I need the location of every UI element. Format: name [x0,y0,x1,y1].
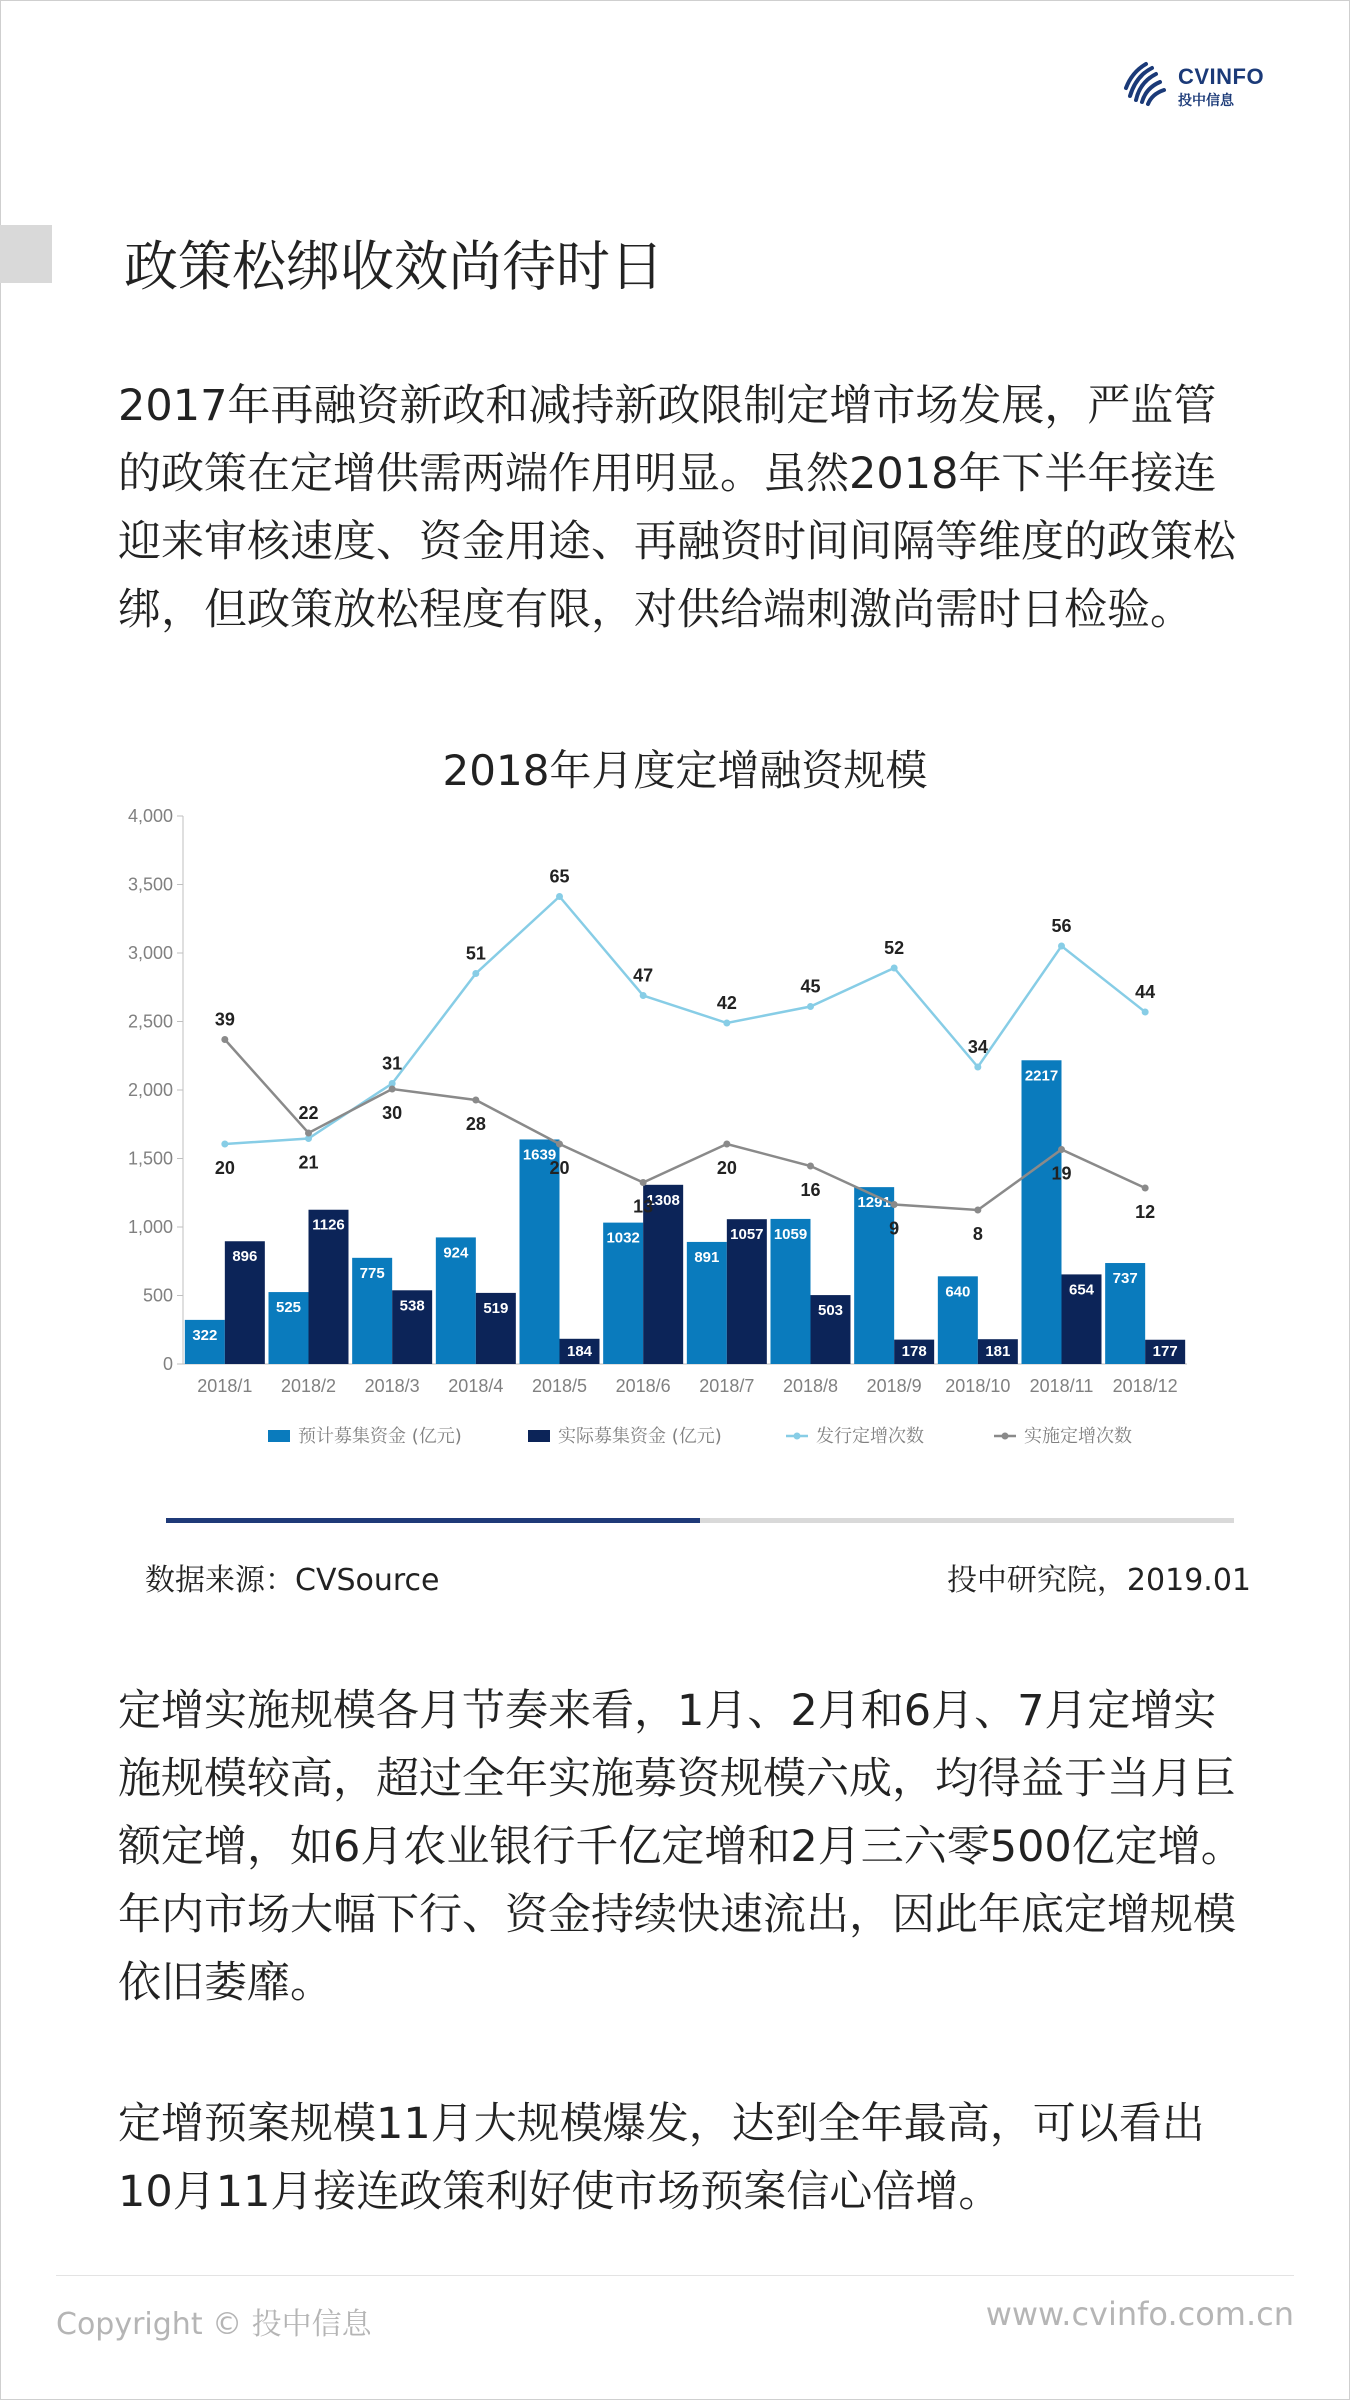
legend-marker [794,1433,801,1440]
x-tick-label: 2018/6 [615,1376,671,1396]
sunburst-icon [1122,58,1172,108]
line-value-label: 65 [549,866,570,887]
bar-value-label: 1032 [606,1229,640,1247]
line-value-label: 44 [1135,982,1156,1002]
y-tick-label: 3,500 [127,874,173,895]
bar-value-label: 896 [232,1248,258,1266]
analysis-paragraph-2: 定增预案规模11月大规模爆发，达到全年最高，可以看出10月11月接连政策利好使市场预案信心倍增。 [118,2099,1205,2217]
bar-value-label: 775 [359,1264,385,1282]
x-tick-label: 2018/7 [699,1376,755,1396]
intro-paragraph: 2017年再融资新政和减持新政限制定增市场发展，严监管的政策在定增供需两端作用明显。虽然2018年下半年接连迎来审核速度、资金用途、再融资时间间隔等维度的政策松绑，但政策放松程度有限，对供给端刺激尚需时日检验。 [118,381,1236,635]
bar-value-label: 640 [945,1283,971,1301]
line-point [891,1201,898,1208]
legend-swatch [268,1430,290,1442]
bar-value-label: 1639 [522,1146,557,1164]
line-value-label: 20 [716,1158,737,1178]
line-point [1142,1009,1149,1016]
bar-value-label: 519 [483,1299,509,1317]
bar-value-label: 1059 [773,1225,808,1243]
bar-value-label: 737 [1112,1270,1138,1288]
line-value-label: 42 [716,993,737,1013]
bar-value-label: 538 [399,1297,425,1315]
y-tick-label: 0 [162,1354,173,1374]
x-tick-label: 2018/9 [866,1376,922,1396]
x-tick-label: 2018/8 [782,1376,839,1396]
series-line-implemented [225,1040,1145,1211]
x-tick-label: 2018/12 [1112,1376,1178,1396]
line-value-label: 28 [465,1114,486,1134]
line-value-label: 19 [1051,1163,1072,1184]
legend-label: 预计募集资金 (亿元) [298,1426,462,1447]
line-value-label: 34 [967,1037,988,1057]
line-point [1142,1185,1149,1192]
line-value-label: 8 [972,1224,983,1244]
bar-planned [854,1187,894,1364]
line-value-label: 9 [889,1218,900,1239]
x-tick-label: 2018/5 [531,1376,588,1396]
line-point [723,1141,730,1148]
line-value-label: 39 [214,1009,235,1030]
line-point [640,1179,647,1186]
line-value-label: 31 [382,1053,403,1074]
bar-value-label: 177 [1152,1343,1178,1360]
website-link[interactable]: www.cvinfo.com.cn [985,2295,1294,2333]
x-tick-label: 2018/4 [448,1376,504,1396]
bar-value-label: 2217 [1024,1067,1059,1085]
bar-value-label: 654 [1068,1281,1095,1299]
bar-value-label: 1057 [730,1226,764,1244]
data-source: 数据来源：CVSource [145,1563,440,1598]
title-marker [0,225,52,283]
line-point [221,1141,228,1148]
page-title: 政策松绑收效尚待时日 [124,235,664,298]
line-point [974,1064,981,1071]
legend-label: 发行定增次数 [816,1426,924,1447]
y-tick-label: 1,500 [127,1148,173,1169]
bar-value-label: 181 [985,1343,1011,1360]
line-value-label: 22 [298,1103,319,1123]
line-value-label: 12 [1135,1202,1156,1222]
x-tick-label: 2018/10 [945,1376,1011,1396]
bar-value-label: 1291 [857,1194,891,1212]
y-tick-label: 3,000 [127,943,173,963]
line-value-label: 21 [298,1152,319,1173]
bar-value-label: 1308 [646,1191,680,1209]
line-value-label: 13 [633,1196,654,1217]
legend-label: 实际募集资金 (亿元) [558,1426,722,1447]
line-point [305,1130,312,1137]
line-point [807,1163,814,1170]
bar-value-label: 1126 [312,1216,345,1234]
line-value-label: 56 [1051,916,1072,936]
y-tick-label: 2,500 [127,1011,173,1032]
bar-planned [1022,1060,1062,1364]
y-tick-label: 2,000 [127,1080,173,1100]
line-value-label: 45 [800,976,821,997]
line-point [723,1020,730,1027]
cvinfo-logo [1122,58,1265,109]
y-tick-label: 500 [142,1285,173,1306]
x-tick-label: 2018/2 [280,1376,337,1396]
legend-marker [1002,1433,1009,1440]
line-value-label: 30 [382,1103,403,1123]
line-point [807,1003,814,1010]
progress-bar [166,1518,1234,1523]
logo-brand: CVINFO [1178,64,1265,89]
series-line-issued [225,897,1145,1145]
footer-divider [56,2275,1294,2276]
legend-swatch [528,1430,550,1442]
x-tick-label: 2018/11 [1029,1376,1094,1396]
line-point [891,965,898,972]
line-value-label: 47 [633,965,654,986]
line-point [556,893,563,900]
org-date: 投中研究院，2019.01 [946,1563,1251,1598]
bar-value-label: 178 [901,1343,927,1360]
chart-title: 2018年月度定增融资规模 [442,746,928,795]
line-point [1058,1146,1065,1153]
line-point [472,970,479,977]
bar-value-label: 924 [443,1244,469,1262]
x-tick-label: 2018/1 [197,1376,253,1396]
progress-bar-fill [166,1518,700,1523]
line-point [389,1086,396,1093]
bar-value-label: 525 [275,1299,302,1317]
line-point [472,1097,479,1104]
x-tick-label: 2018/3 [364,1376,420,1396]
line-point [556,1141,563,1148]
analysis-paragraph-1: 定增实施规模各月节奏来看，1月、2月和6月、7月定增实施规模较高，超过全年实施募资规模六成，均得益于当月巨额定增，如6月农业银行千亿定增和2月三六零500亿定增。年内市场大幅下行、资金持续快速流出，因此年底定增规模依旧萎靡。 [118,1686,1244,2008]
chart [0,790,1350,1490]
line-value-label: 52 [884,938,905,958]
y-tick-label: 1,000 [127,1217,173,1237]
logo-brand-sub: 投中信息 [1178,93,1234,109]
line-point [640,992,647,999]
line-value-label: 20 [214,1158,235,1178]
line-point [1058,943,1065,950]
legend-label: 实施定增次数 [1024,1426,1132,1447]
copyright-text: Copyright © 投中信息 [56,2307,372,2342]
bar-value-label: 503 [817,1302,844,1320]
line-point [974,1207,981,1214]
line-point [221,1036,228,1043]
line-value-label: 51 [465,943,486,964]
bar-value-label: 891 [694,1248,720,1266]
line-value-label: 20 [549,1158,570,1178]
bar-value-label: 184 [566,1343,593,1360]
y-tick-label: 4,000 [127,806,173,826]
line-value-label: 16 [800,1180,821,1200]
bar-value-label: 322 [192,1326,218,1344]
